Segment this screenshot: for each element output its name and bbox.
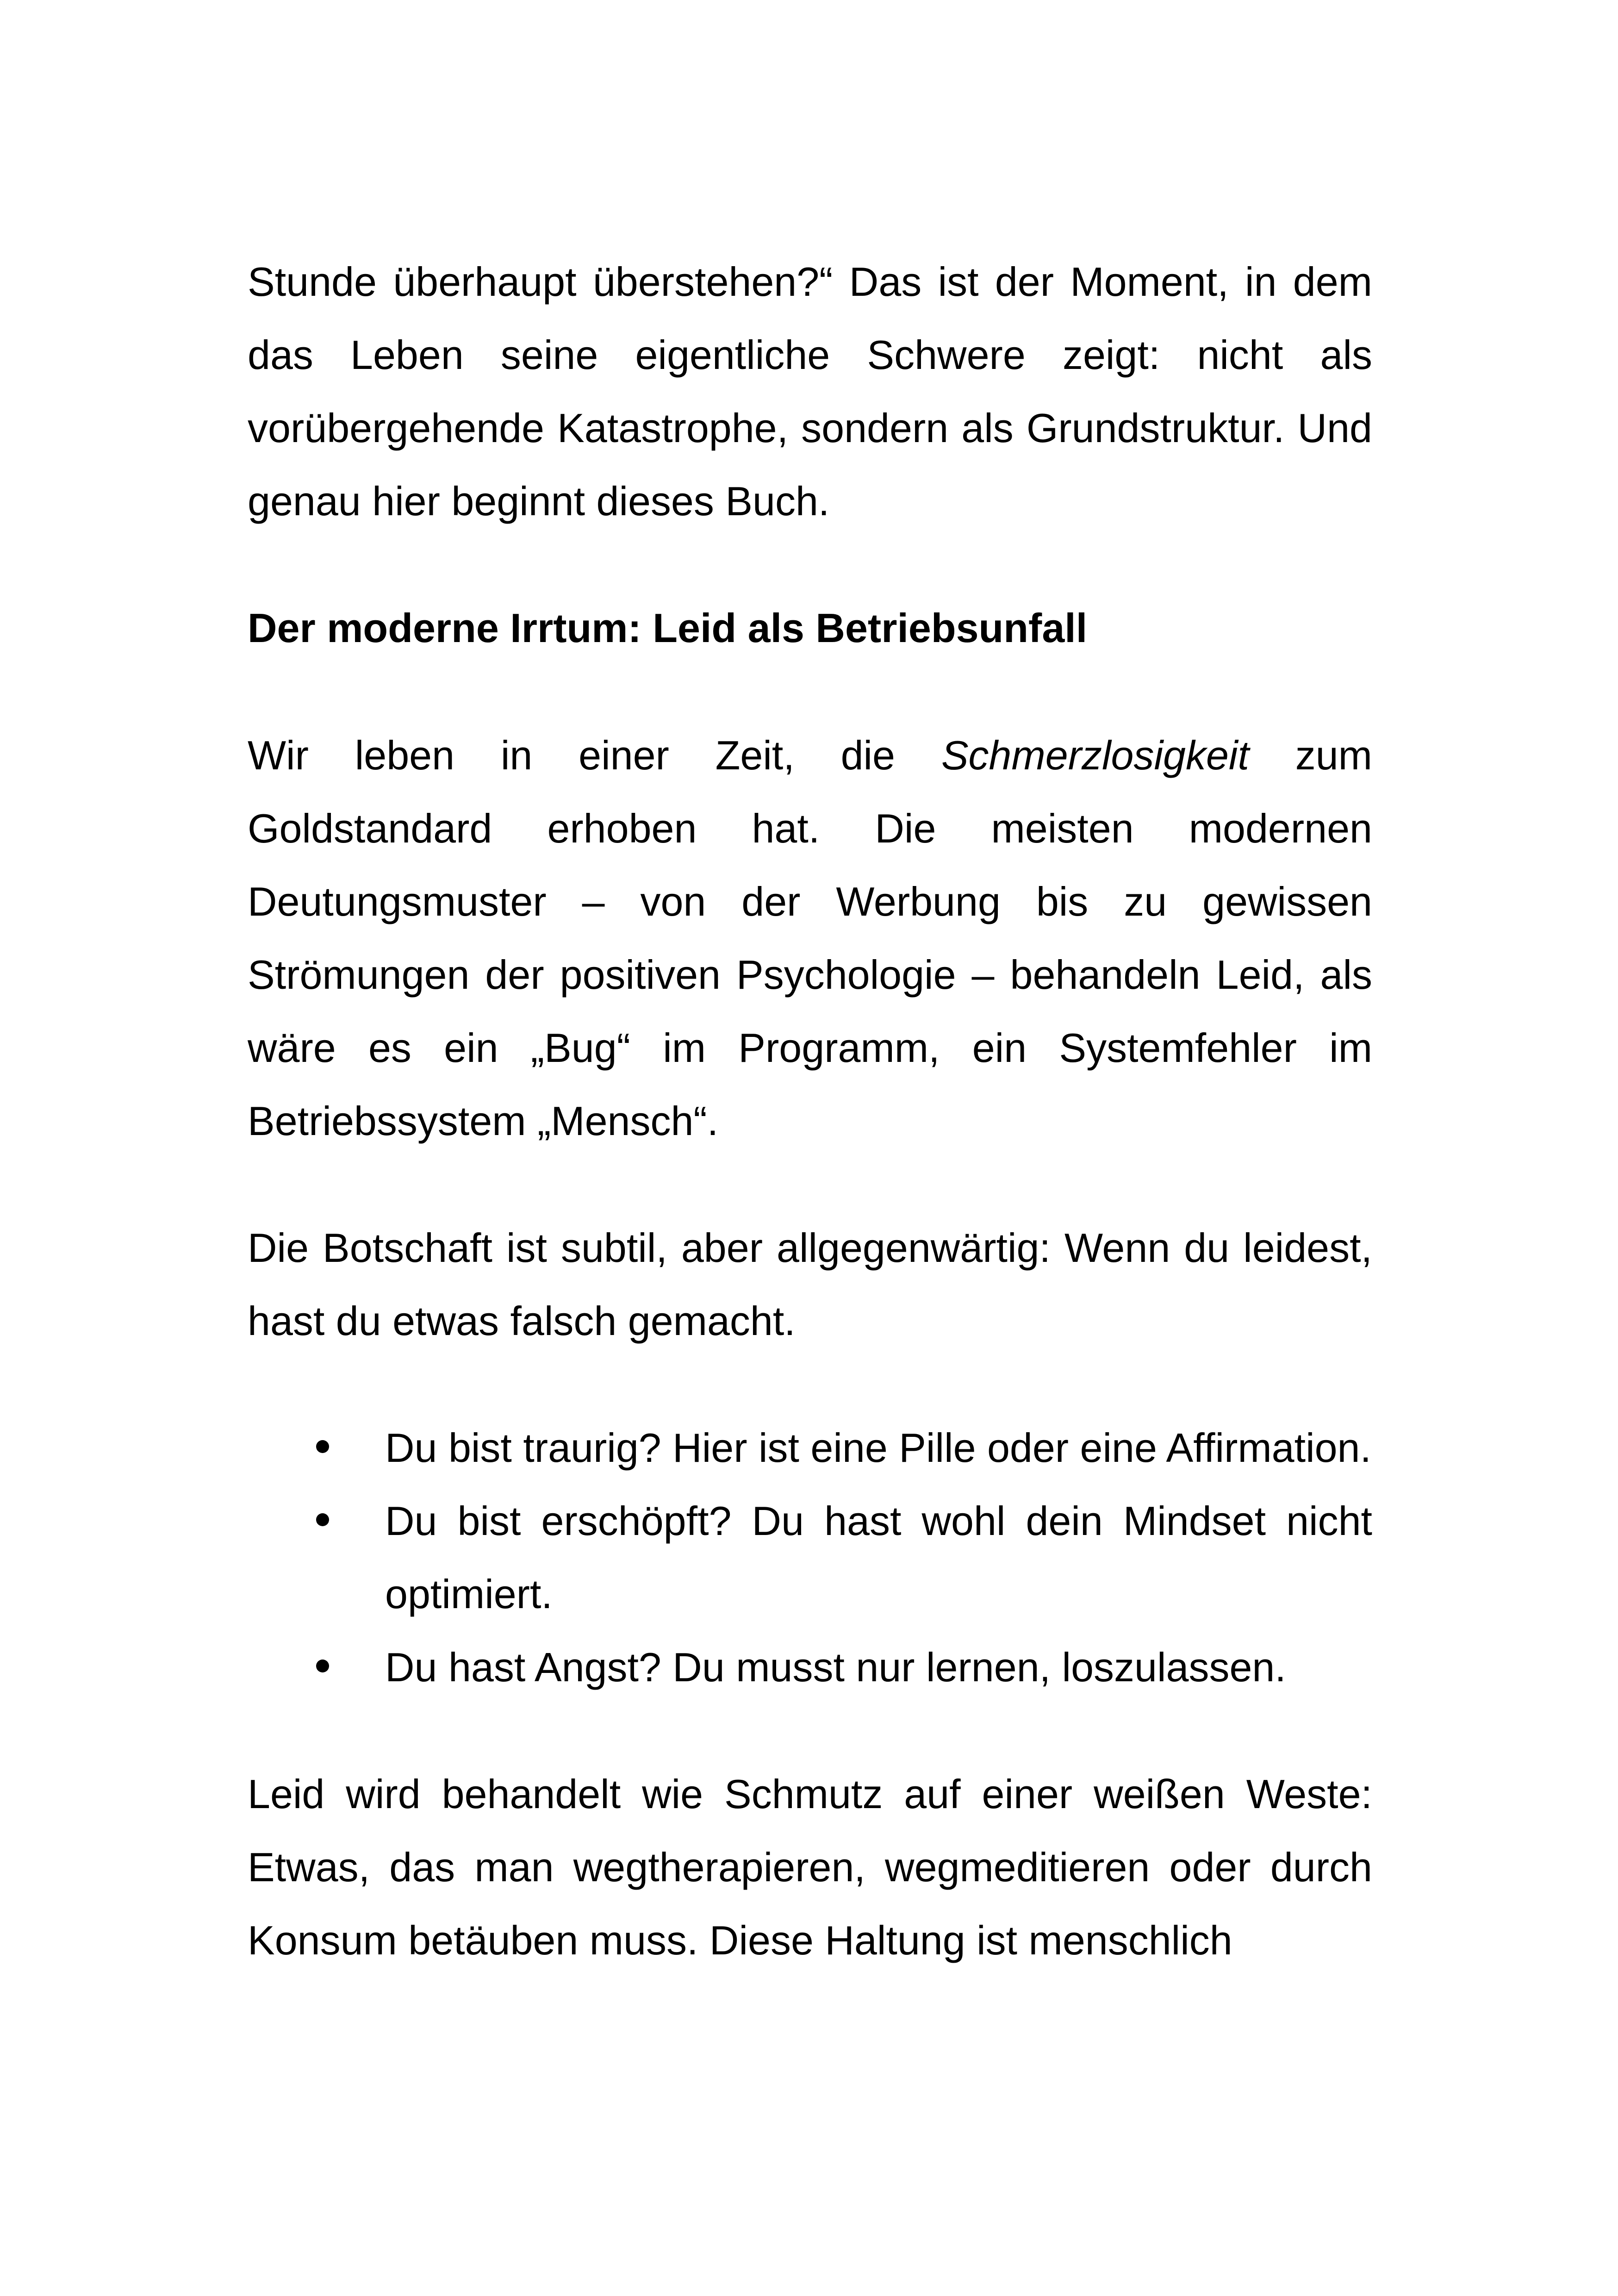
paragraph-intro: Stunde überhaupt überstehen?“ Das ist der Moment, in dem das Leben seine eigentliche Schwere zeigt: nicht als vorübergehende Katastrophe, sondern als Grundstruktur. Und genau hier beginnt dieses Buch. bbox=[248, 259, 1372, 524]
emphasis-text: Schmerzlosigkeit bbox=[941, 732, 1249, 778]
list-item bbox=[248, 1485, 1372, 1631]
list-item bbox=[248, 1631, 1372, 1704]
bullet-icon bbox=[316, 1440, 329, 1453]
bullet-icon bbox=[316, 1660, 329, 1672]
list-item-text: Du hast Angst? Du musst nur lernen, loszulassen. bbox=[385, 1644, 1286, 1690]
paragraph-modern-era bbox=[248, 719, 1372, 1158]
paragraph-text: zum Goldstandard erhoben hat. Die meisten modernen Deutungsmuster – von der Werbung bis zu gewissen Strömungen der positiven Psychologie – behandeln Leid, als wäre es ein „Bug“ im Programm, ein Systemfehler im Betriebssystem „Mensch“. bbox=[248, 732, 1372, 1144]
list-item bbox=[248, 1411, 1372, 1485]
paragraph-text: Wir leben in einer Zeit, die bbox=[248, 732, 941, 778]
document-page bbox=[248, 245, 1372, 1977]
paragraph-message: Die Botschaft ist subtil, aber allgegenwärtig: Wenn du leidest, hast du etwas falsch gemacht. bbox=[248, 1225, 1372, 1344]
list-item-text: Du bist erschöpft? Du hast wohl dein Mindset nicht optimiert. bbox=[385, 1498, 1372, 1617]
bullet-list bbox=[248, 1411, 1372, 1704]
section-heading: Der moderne Irrtum: Leid als Betriebsunfall bbox=[248, 605, 1088, 651]
bullet-icon bbox=[316, 1513, 329, 1526]
list-item-text: Du bist traurig? Hier ist eine Pille oder eine Affirmation. bbox=[385, 1425, 1371, 1471]
paragraph-suffering: Leid wird behandelt wie Schmutz auf einer weißen Weste: Etwas, das man wegtherapieren, wegmeditieren oder durch Konsum betäuben muss. Diese Haltung ist menschlich bbox=[248, 1771, 1372, 1963]
